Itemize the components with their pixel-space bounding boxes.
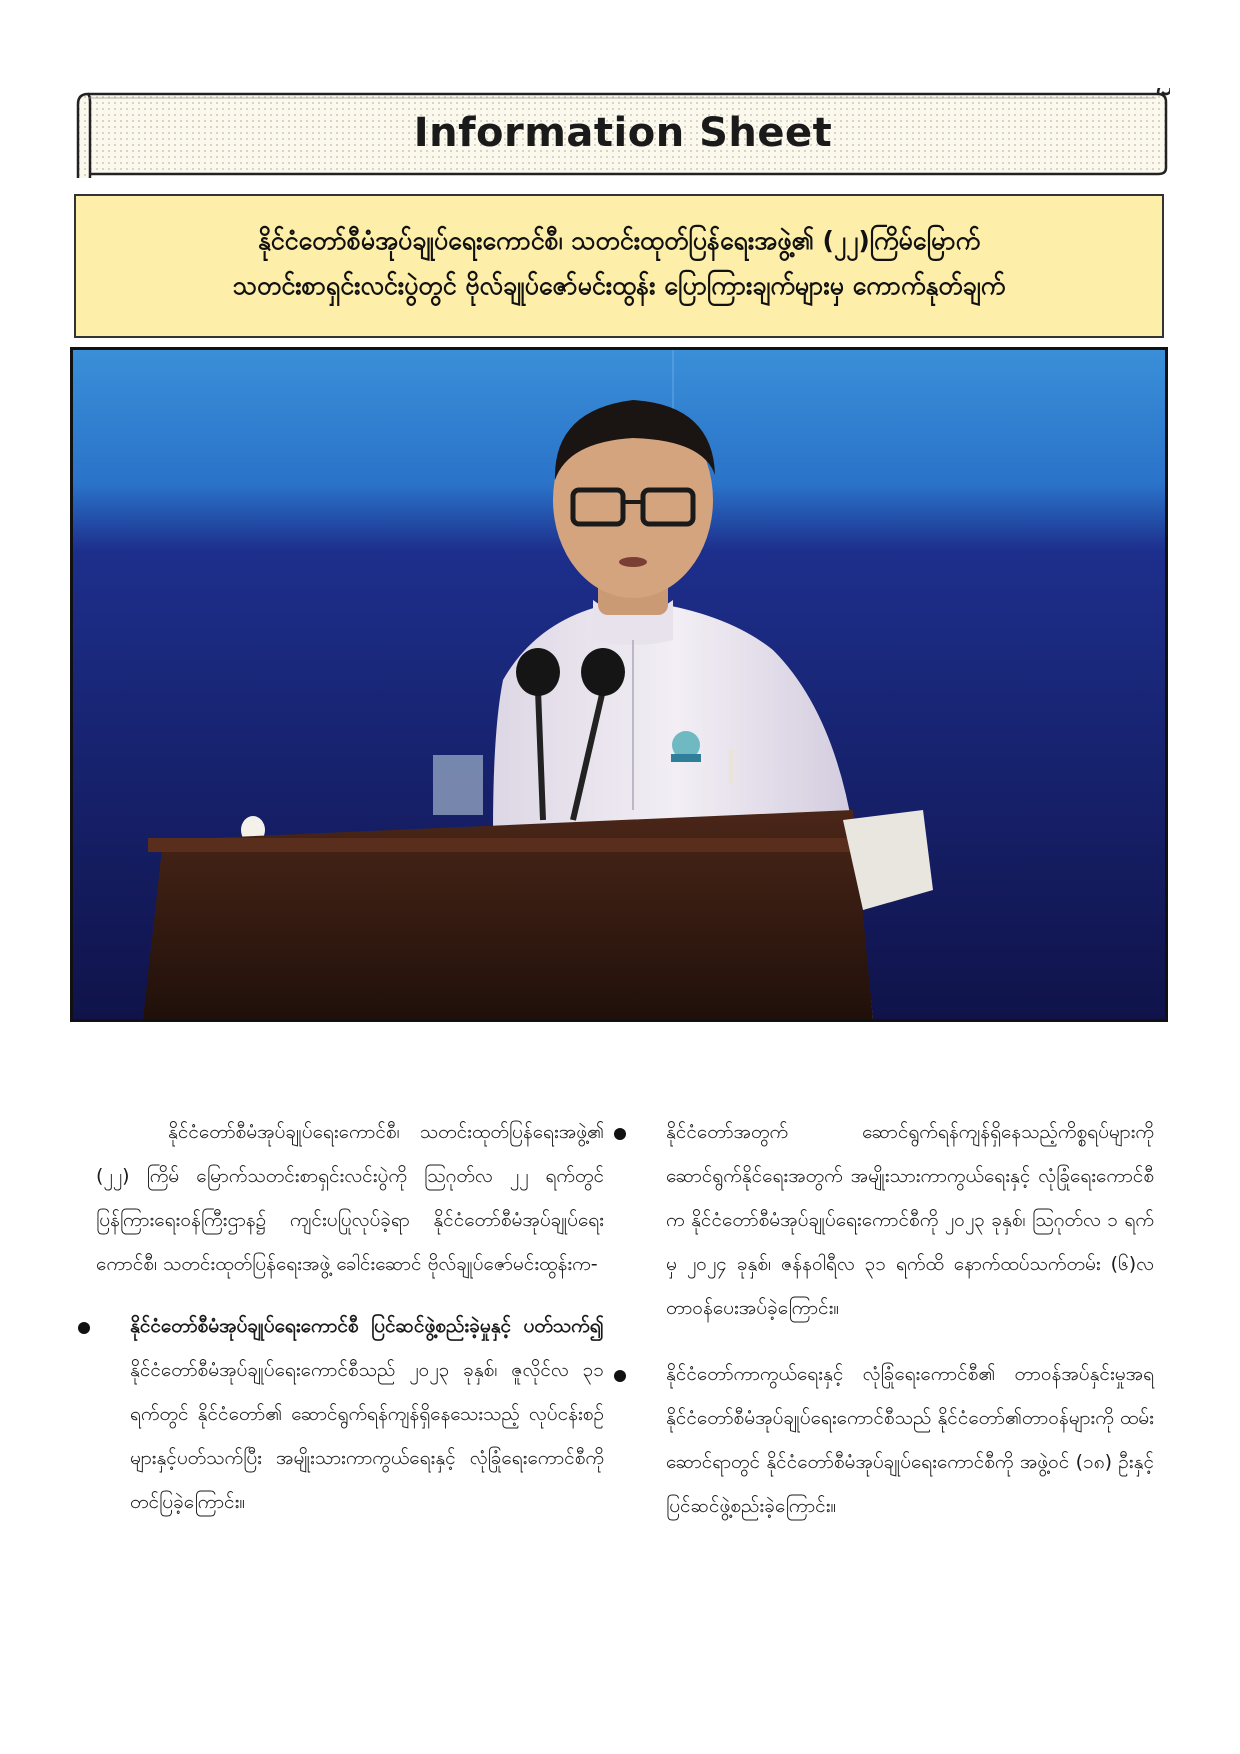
headline-line-2: သတင်းစာရှင်းလင်းပွဲတွင် ဗိုလ်ချုပ်ဇော်မင်းထွန်း ပြောကြားချက်များမှ ကောက်နုတ်ချက် — [232, 271, 1006, 300]
intro-paragraph: နိုင်ငံတော်စီမံအုပ်ချုပ်ရေးကောင်စီ၊ သတင်းထုတ်ပြန်ရေးအဖွဲ့၏ (၂၂) ကြိမ် မြောက်သတင်းစာရှင်းလင်းပွဲကို ဩဂုတ်လ ၂၂ ရက်တွင် ပြန်ကြားရေးဝန်ကြီးဌာန၌ ကျင်းပပြုလုပ်ခဲ့ရာ နိုင်ငံတော်စီမံအုပ်ချုပ်ရေးကောင်စီ၊ သတင်းထုတ်ပြန်ရေးအဖွဲ့ ခေါင်းဆောင် ဗိုလ်ချုပ်ဇော်မင်းထွန်းက- — [96, 1121, 604, 1275]
bullet-icon — [78, 1322, 90, 1334]
list-item — [632, 1352, 1154, 1528]
bullet-text: နိုင်ငံတော်အတွက် ဆောင်ရွက်ရန်ကျန်ရှိနေသည့်ကိစ္စရပ်များကို ဆောင်ရွက်နိုင်ရေးအတွက် အမျိုးသားကာကွယ်ရေးနှင့် လုံခြုံရေးကောင်စီက နိုင်ငံတော်စီမံအုပ်ချုပ်ရေးကောင်စီကို ၂၀၂၃ ခုနှစ်၊ ဩဂုတ်လ ၁ ရက်မှ ၂၀၂၄ ခုနှစ်၊ ဇန်နဝါရီလ ၃၁ ရက်ထိ နောက်ထပ်သက်တမ်း (၆)လ တာဝန်ပေးအပ်ခဲ့ကြောင်း။ — [666, 1121, 1154, 1319]
bullet-text: နိုင်ငံတော်စီမံအုပ်ချုပ်ရေးကောင်စီသည် ၂၀၂၃ ခုနှစ်၊ ဇူလိုင်လ ၃၁ ရက်တွင် နိုင်ငံတော်၏ ဆောင်ရွက်ရန်ကျန်ရှိနေသေးသည့် လုပ်ငန်းစဉ်များနှင့်ပတ်သက်ပြီး အမျိုးသားကာကွယ်ရေးနှင့် လုံခြုံရေးကောင်စီကို တင်ပြခဲ့ကြောင်း။ — [130, 1359, 604, 1513]
bullet-icon — [614, 1370, 626, 1382]
headline-box — [74, 194, 1164, 338]
speaker-photo — [70, 347, 1168, 1022]
list-item — [96, 1304, 604, 1524]
title-banner — [76, 88, 1170, 178]
list-item — [632, 1110, 1154, 1330]
bullet-text: နိုင်ငံတော်ကာကွယ်ရေးနှင့် လုံခြုံရေးကောင်စီ၏ တာဝန်အပ်နှင်းမှုအရ နိုင်ငံတော်စီမံအုပ်ချုပ်ရေးကောင်စီသည် နိုင်ငံတော်၏တာဝန်များကို ထမ်းဆောင်ရာတွင် နိုင်ငံတော်စီမံအုပ်ချုပ်ရေးကောင်စီကို အဖွဲ့ဝင် (၁၈) ဦးနှင့် ပြင်ဆင်ဖွဲ့စည်းခဲ့ကြောင်း။ — [666, 1363, 1154, 1517]
right-column — [632, 1110, 1154, 1550]
left-column — [96, 1110, 604, 1546]
bullet-heading: နိုင်ငံတော်စီမံအုပ်ချုပ်ရေးကောင်စီ ပြင်ဆင်ဖွဲ့စည်းခဲ့မှုနှင့် ပတ်သက်၍ — [130, 1315, 604, 1337]
page-title: Information Sheet — [413, 110, 833, 156]
speaker-illustration — [73, 350, 1165, 1019]
headline-line-1: နိုင်ငံတော်စီမံအုပ်ချုပ်ရေးကောင်စီ၊ သတင်းထုတ်ပြန်ရေးအဖွဲ့၏ (၂၂)ကြိမ်မြောက် — [257, 226, 981, 255]
bullet-icon — [614, 1128, 626, 1140]
